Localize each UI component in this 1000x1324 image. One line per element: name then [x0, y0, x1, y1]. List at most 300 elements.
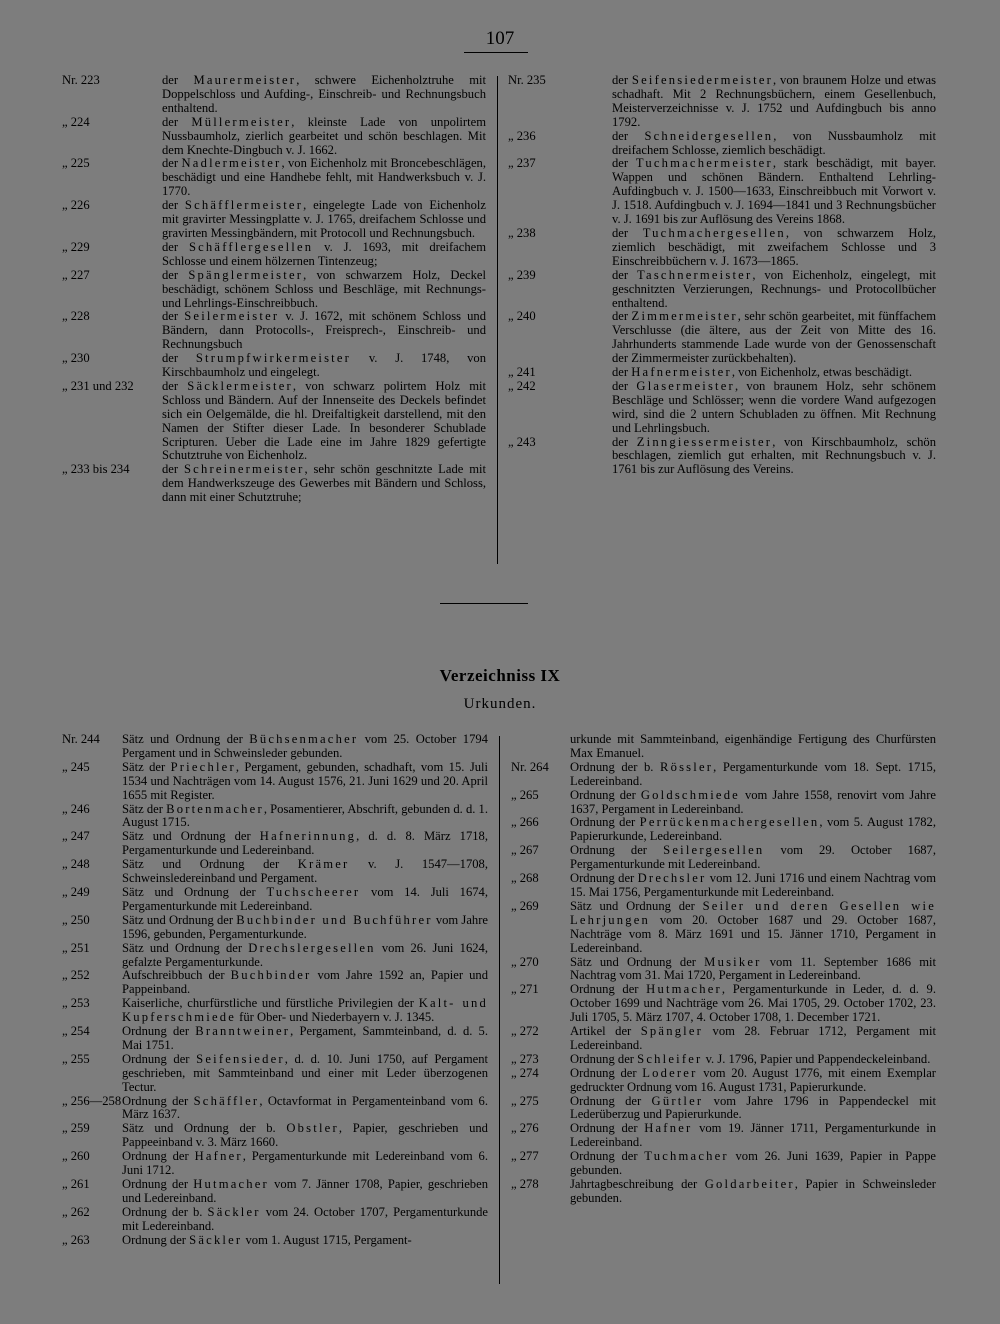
entry-text [570, 983, 936, 1025]
entry-item [62, 1150, 488, 1178]
entry-text [122, 1178, 488, 1206]
guild-name: Krämer [297, 857, 350, 872]
entry-text-part: Jahrtagbeschreibung der [570, 1177, 705, 1191]
entry-item [62, 199, 486, 241]
entry-text-part: , Pergamenturkunde mit Ledereinband vom 6. Juni 1712. [122, 1149, 488, 1178]
entry-text-part: der [612, 156, 636, 171]
entry-text-part: Ordnung der [570, 787, 641, 802]
entry-text-part: , stark beschädigt, mit bayer. Wappen und schönen Bändern. Enthaltend Lehrling-Aufdingbuch v. J. 1500—1633, Einschreibbuch mit Vorwort v. J. 1518. Aufdingbuch v. J. 1694—1841 und 3 Rechnungsbücher v. J. 1691 bis zur Auflösung des Vereins 1868. [612, 156, 936, 227]
entry-item [511, 844, 936, 872]
entry-text [612, 130, 936, 158]
entry-item [511, 816, 936, 844]
entry-item [508, 269, 936, 311]
entry-text-part: , von Eichenholz, eingelegt, mit geschnitzten Verzierungen, Rechnungs- und Protocollbücher enthaltend. [612, 267, 936, 310]
entry-text-part: Aufschreibbuch der [122, 968, 231, 983]
guild-name: Drechsler [637, 871, 707, 886]
entry-text-part: Sätz und Ordnung der [122, 732, 250, 746]
entry-number: „ 268 [511, 871, 539, 886]
entry-text-part: , von schwarzem Holz, Deckel beschädigt, schönem Schloss und Beschläge, mit Rechnungs- und Lehrlings-Einschreibbuch. [162, 267, 487, 310]
entry-text-part: , von Eichenholz mit Broncebeschlägen, beschädigt und eine Handhebe fehlt, mit Handwerksbuch v. J. 1770. [162, 156, 486, 199]
entry-number: „ 259 [62, 1121, 90, 1136]
guild-name: Säckler [189, 1232, 243, 1247]
entry-text-part: v. J. 1693, mit dreifachem Schlosse und einem hölzernen Tintenzeug; [162, 239, 486, 268]
entry-text [570, 1095, 936, 1123]
guild-name: Tuchscheerer [266, 884, 361, 899]
entry-text-part: , d. d. 10. Juni 1750, auf Pergament geschrieben, mit Sammteinband und einer mit Leder überzogenen Tectur. [122, 1051, 489, 1094]
guild-name: Goldschmiede [640, 787, 740, 802]
guild-name: Rössler [659, 759, 714, 774]
entry-text-part: vom 14. Juli 1674, Pergamenturkunde mit Ledereinband. [122, 884, 488, 913]
guild-name: Seifensieder [196, 1051, 285, 1066]
entry-text [122, 1206, 488, 1234]
entry-item [511, 761, 936, 789]
entry-text-part: , Posamentierer, Abschrift, gebunden d. d. 1. August 1715. [122, 801, 488, 830]
entry-number: Nr. 264 [511, 759, 549, 774]
entry-text-part: Sätz und Ordnung der [122, 857, 298, 872]
entry-text [162, 199, 486, 241]
entry-number: „ 273 [511, 1051, 539, 1066]
entry-text-part: vom 29. October 1687, Pergamenturkunde mit Ledereinband. [570, 843, 936, 872]
guild-name: Schreinermeister [183, 462, 305, 477]
entry-number: „ 238 [508, 225, 536, 240]
entry-number: „ 224 [62, 114, 90, 129]
entry-text-part: , Pergamenturkunde in Leder, d. d. 9. October 1699 und Nachträge vom 26. Mai 1705, 29. October 1702, 23. Juli 1705, 5. März 1707, 4. October 1708, 1. December 1721. [570, 982, 936, 1025]
entry-text-part: der [612, 267, 638, 282]
entry-number: „ 225 [62, 156, 90, 171]
entry-text [162, 352, 486, 380]
entry-item [62, 830, 488, 858]
entry-text-part: Sätz und Ordnung der [122, 912, 237, 927]
guild-name: Schäffler [193, 1093, 260, 1108]
entry-text-part: der [162, 378, 188, 393]
entry-text [570, 789, 936, 817]
guild-name: Hutmacher [646, 982, 722, 997]
entry-item [62, 352, 486, 380]
entry-text-part: Sätz und Ordnung der [570, 954, 705, 969]
entry-text [122, 761, 488, 803]
entry-text [570, 1025, 936, 1053]
entry-number: „ 239 [508, 267, 536, 282]
entry-text-part: der [162, 309, 185, 324]
entry-item [508, 310, 936, 366]
entry-number: „ 276 [511, 1121, 539, 1136]
guild-name: Taschnermeister [637, 267, 753, 282]
entry-text-part: vom 26. Juni 1624, gefalzte Pergamenturkunde. [122, 940, 488, 969]
entry-number: „ 277 [511, 1149, 539, 1164]
guild-name: Spänglermeister [188, 267, 304, 282]
guild-name: Zimmermeister [631, 309, 738, 324]
entry-text-part: vom 19. Jänner 1711, Pergamenturkunde in Ledereinband. [570, 1121, 937, 1150]
entry-text [122, 733, 488, 761]
entry-number: „ 229 [62, 239, 90, 254]
entry-text-part: vom 24. October 1707, Pergamenturkunde mit Ledereinband. [122, 1204, 488, 1233]
entry-number: „ 274 [511, 1065, 539, 1080]
entry-text-part: Sätz und Ordnung der [570, 898, 703, 913]
entry-number: „ 255 [62, 1051, 90, 1066]
entry-text-part: v. J. 1672, mit schönem Schloss und Bändern, dann Protocolls-, Freisprech-, Einschreib- und Rechnungsbuch [162, 309, 486, 352]
entry-text-part: vom 28. Februar 1712, Pergament mit Ledereinband. [570, 1024, 936, 1052]
entry-item [508, 436, 936, 478]
entry-item [511, 1122, 936, 1150]
entry-text [122, 830, 488, 858]
guild-name: Maurermeister [193, 73, 297, 87]
entry-item [511, 1025, 936, 1053]
entry-number: „ 243 [508, 434, 536, 449]
guild-name: Drechslergesellen [248, 940, 376, 955]
guild-name: Priechler [170, 759, 236, 774]
entry-item [508, 380, 936, 436]
entry-text-part: Artikel der [570, 1024, 641, 1039]
entry-number: „ 245 [62, 759, 90, 774]
entry-text [162, 241, 486, 269]
entry-text-part: , von Kirschbaumholz, schön beschlagen, ziemlich gut erhalten, mit Rechnungsbuch v. J. 1761 bis zur Auflösung des Vereins. [612, 434, 936, 477]
entry-text-part: Ordnung der [570, 871, 638, 886]
entry-text-part: , Pergamenturkunde vom 18. Sept. 1715, Ledereinband. [570, 759, 936, 788]
entry-item [62, 463, 486, 505]
entry-text-part: Ordnung der [122, 1051, 197, 1066]
entry-text [162, 380, 486, 463]
entry-text-part: v. J. 1796, Papier und Pappendeckeleinband. [702, 1051, 931, 1066]
entry-text [570, 872, 936, 900]
entry-text-part: Sätz und Ordnung der b. [122, 1121, 287, 1136]
guild-name: Hafner [194, 1149, 243, 1164]
entry-text [122, 886, 488, 914]
entry-number: „ 253 [62, 996, 90, 1011]
top-right-column [508, 74, 936, 477]
entry-text-part: , von schwarz polirtem Holz mit Schloss und Bändern. Auf der Innenseite des Deckels befindet sich ein Oelgemälde, die hl. Dreifaltigkeit darstellend, mit den Namen der Stifter dieser Lade. In besonderer Schublade Scripturen. Ueber die Lade eine im Jahre 1829 gefertigte Schutztruhe von Eichenholz. [162, 378, 487, 463]
bottom-right-column [511, 733, 936, 1206]
entry-number: „ 266 [511, 815, 539, 830]
entry-text [122, 858, 488, 886]
entry-text-part: Ordnung der [122, 1149, 195, 1164]
guild-name: Säcklermeister [187, 378, 293, 393]
entry-number: „ 248 [62, 857, 90, 872]
entry-item [511, 1150, 936, 1178]
page-number: 107 [485, 28, 515, 49]
entry-text-part: , Papier in Schweinsleder gebunden. [570, 1177, 936, 1205]
column-rule-bottom [499, 736, 500, 1284]
guild-name: Schneidergesellen [644, 128, 774, 143]
entry-text [612, 436, 936, 478]
entry-item [62, 1234, 488, 1248]
entry-text [122, 969, 488, 997]
entry-text [612, 227, 936, 269]
entry-text [570, 956, 936, 984]
entry-text-part: , sehr schön gearbeitet, mit fünffachem Verschlusse (die ältere, aus der Zeit von Mitte des 16. Jahrhunderts stammende Lade wurde von der Genossenschaft der Zimmermeister zurückbehalten). [612, 309, 936, 366]
entry-text [570, 900, 936, 956]
entry-text-part: der [162, 198, 185, 213]
guild-name: Seiler und deren Gesellen wie Lehrjungen [570, 898, 936, 927]
entry-text-part: , von Nussbaumholz mit dreifachem Schlosse, ziemlich beschädigt. [612, 128, 936, 157]
entry-text-part: der [162, 73, 194, 87]
entry-text-part: , von Eichenholz, etwas beschädigt. [731, 365, 912, 380]
guild-name: Hafner [644, 1121, 693, 1136]
entry-number: „ 227 [62, 267, 90, 282]
entry-text [122, 803, 488, 831]
entry-text [612, 157, 936, 227]
entry-text-part: der [612, 128, 645, 143]
entry-text [570, 844, 936, 872]
entry-text [162, 269, 486, 311]
entry-number: „ 262 [62, 1204, 90, 1219]
entry-text [570, 1178, 936, 1206]
guild-name: Seilermeister [184, 309, 280, 324]
entry-text [162, 463, 486, 505]
entry-number: „ 254 [62, 1024, 90, 1039]
entry-number: „ 241 [508, 365, 536, 380]
entry-text-part: Sätz und Ordnung der [122, 940, 249, 955]
entry-text [570, 1067, 936, 1095]
entry-text [162, 310, 486, 352]
entry-text-part: Ordnung der [570, 1051, 638, 1066]
guild-name: Kalt- und Kupferschmiede [122, 996, 488, 1025]
entry-text [612, 74, 936, 130]
entry-number: Nr. 235 [508, 73, 546, 87]
entry-text [612, 366, 936, 380]
entry-text-part: , Pergament, Sammteinband, d. d. 5. Mai 1751. [122, 1024, 489, 1052]
entry-text-part: , schwere Eichenholztruhe mit Doppelschloss und Aufding-, Einschreib- und Rechnungsbuch enthaltend. [162, 73, 486, 115]
entry-item [508, 74, 936, 130]
entry-item [62, 269, 486, 311]
entry-text-part: Sätz und Ordnung der [122, 829, 260, 844]
entry-number: „ 263 [62, 1232, 90, 1247]
entry-item [62, 1206, 488, 1234]
entry-item [62, 803, 488, 831]
entry-item [62, 310, 486, 352]
entry-number: „ 226 [62, 198, 90, 213]
entry-item [511, 1053, 936, 1067]
entry-text [122, 1025, 488, 1053]
entry-number: „ 242 [508, 378, 536, 393]
entry-number: „ 267 [511, 843, 539, 858]
entry-item [62, 1122, 488, 1150]
entry-text-part: vom 26. Juni 1639, Papier in Pappe gebunden. [570, 1149, 937, 1178]
entry-text-part: , d. d. 8. März 1718, Pergamenturkunde und Ledereinband. [122, 829, 488, 858]
entry-item [62, 116, 486, 158]
entry-text-part: , eingelegte Lade von Eichenholz mit gravirter Messingplatte v. J. 1765, dreifachem Schlosse und gravirten Messingbändern, mit Protocoll und Rechnungsbuch. [162, 198, 486, 240]
entry-text-part: , von schwarzem Holz, ziemlich beschädigt, mit zweifachem Schlosse und 3 Einschreibbüchern v. J. 1673—1865. [612, 225, 936, 268]
entry-number: „ 249 [62, 884, 90, 899]
separator-rule [440, 603, 528, 604]
entry-text-part: der [162, 267, 189, 282]
entry-number: „ 230 [62, 351, 90, 366]
guild-name: Tuchmacher [644, 1149, 729, 1164]
entry-item [511, 789, 936, 817]
entry-text-part: der [162, 239, 189, 254]
guild-name: Buchbinder [230, 968, 312, 983]
guild-name: Seifensiedermeister [631, 73, 774, 87]
entry-text [122, 997, 488, 1025]
entry-text-part: vom 20. August 1776, mit einem Exemplar gedruckter Ordnung vom 16. August 1731, Papierurkunde. [570, 1065, 936, 1094]
guild-name: Seilergesellen [663, 843, 765, 858]
entry-text-part: vom 7. Jänner 1708, Papier, geschrieben und Ledereinband. [122, 1177, 488, 1205]
entry-number: Nr. 244 [62, 732, 100, 746]
entry-text [612, 269, 936, 311]
entry-item [62, 997, 488, 1025]
guild-name: Glasermeister [636, 378, 735, 393]
entry-text-part: v. J. 1547—1708, Schweinsledereinband und Pergament. [122, 857, 488, 886]
entry-text-part: der [162, 114, 192, 129]
entry-number: „ 275 [511, 1093, 539, 1108]
entry-text-part: Ordnung der [122, 1093, 194, 1108]
bottom-left-column [62, 733, 488, 1248]
entry-text-part: der [612, 378, 637, 393]
entry-text-part: der [612, 225, 643, 240]
entry-text-part: Ordnung der [122, 1177, 194, 1191]
guild-name: Perrückenmachergesellen [639, 815, 820, 830]
entry-number: „ 247 [62, 829, 90, 844]
guild-name: Zinngiessermeister [636, 434, 773, 449]
entry-text-part: Ordnung der b. [570, 759, 660, 774]
entry-text-part: Ordnung der [570, 1065, 643, 1080]
entry-text-part: , Pergament, gebunden, schadhaft, vom 15. Juli 1534 und Nachträgen vom 14. August 1576, 21. Juni 1629 und 20. April 1655 mit Register. [122, 759, 489, 802]
entry-text [122, 1122, 488, 1150]
entry-text-part: der [612, 73, 632, 87]
entry-number: „ 231 und 232 [62, 378, 134, 393]
guild-name: Büchsenmacher [249, 732, 359, 746]
continuation-text: urkunde mit Sammteinband, eigenhändige Fertigung des Churfürsten Max Emanuel. [570, 732, 936, 760]
entry-item [62, 733, 488, 761]
entry-item [511, 956, 936, 984]
entry-text-part: Sätz und Ordnung der [122, 884, 267, 899]
guild-name: Schäfflermeister [184, 198, 304, 213]
guild-name: Schäfflergesellen [188, 239, 314, 254]
entry-text-part: vom Jahre 1558, renovirt vom Jahre 1637, Pergament in Ledereinband. [570, 787, 937, 816]
entry-text [612, 310, 936, 366]
entry-item [511, 900, 936, 956]
entry-text [122, 942, 488, 970]
entry-text-part: Ordnung der [570, 1149, 645, 1164]
entry-text-part: Kaiserliche, churfürstliche und fürstliche Privilegien der [122, 996, 419, 1011]
guild-name: Loderer [642, 1065, 698, 1080]
entry-text-part: Ordnung der [122, 1024, 196, 1039]
guild-name: Obstler [286, 1121, 339, 1136]
entry-item [62, 74, 486, 116]
entry-item [508, 227, 936, 269]
entry-item [508, 157, 936, 227]
entry-text-part: für Ober- und Niederbayern v. J. 1345. [236, 1010, 435, 1025]
guild-name: Strumpfwirkermeister [195, 351, 352, 366]
entry-text-part: Ordnung der [570, 843, 664, 858]
entry-item [62, 761, 488, 803]
entry-text-part: der [612, 365, 632, 380]
entry-number: „ 272 [511, 1024, 539, 1039]
guild-name: Säckler [207, 1204, 261, 1219]
entry-text [162, 116, 486, 158]
entry-text-part: vom 11. September 1686 mit Nachtrag vom 31. Mai 1720, Pergament in Ledereinband. [570, 954, 936, 983]
entry-number: „ 236 [508, 128, 536, 143]
entry-text [122, 1234, 488, 1248]
entry-text-part: Ordnung der [570, 815, 640, 830]
entry-item [62, 914, 488, 942]
entry-text [162, 74, 486, 116]
entry-text-part: vom 12. Juni 1716 und einem Nachtrag vom 15. Mai 1756, Pergamenturkunde mit Ledereinband. [570, 871, 937, 899]
entry-number: „ 271 [511, 982, 539, 997]
guild-name: Tuchmachergesellen [642, 225, 786, 240]
entry-item [511, 983, 936, 1025]
entry-text [570, 1053, 936, 1067]
entry-item [62, 380, 486, 463]
entry-text-part: Ordnung der [122, 1232, 190, 1247]
page-number-rule [464, 52, 528, 53]
entry-text-part: , Octavformat in Pergamenteinband vom 6. März 1637. [122, 1093, 489, 1122]
guild-name: Buchbinder und Buchführer [236, 912, 433, 927]
guild-name: Spängler [640, 1024, 704, 1039]
entry-number: „ 233 bis 234 [62, 462, 130, 477]
entry-number: „ 246 [62, 801, 90, 816]
entry-item [511, 1178, 936, 1206]
entry-item [62, 157, 486, 199]
entry-text-part: der [612, 434, 637, 449]
entry-text [570, 761, 936, 789]
entry-text-part: vom 1. August 1715, Pergament- [242, 1232, 412, 1247]
entry-item [511, 1095, 936, 1123]
guild-name: Musiker [704, 954, 762, 969]
entry-item [508, 366, 936, 380]
entry-text-part: der [162, 156, 182, 171]
entry-text-part: v. J. 1748, von Kirschbaumholz und eingelegt. [162, 351, 486, 380]
entry-text [122, 1150, 488, 1178]
entry-number: „ 261 [62, 1177, 90, 1191]
entry-item [508, 130, 936, 158]
entry-text-part: , vom 5. August 1782, Papierurkunde, Ledereinband. [570, 815, 936, 844]
entry-number: „ 252 [62, 968, 90, 983]
guild-name: Tuchmachermeister [635, 156, 773, 171]
entry-item [511, 1067, 936, 1095]
section-subtitle: Urkunden. [463, 696, 537, 712]
entry-number: „ 269 [511, 898, 539, 913]
entry-text-part: der [162, 462, 184, 477]
entry-text-part: vom 20. October 1687 und 29. October 1687, Nachträge vom 8. März 1691 und 15. Jänner 1710, Pergament in Ledereinband. [570, 912, 936, 955]
entry-text [612, 380, 936, 436]
entry-number: „ 260 [62, 1149, 90, 1164]
entry-text [122, 914, 488, 942]
entry-text [122, 1053, 488, 1095]
entry-text-part: vom Jahre 1796 in Pappendeckel mit Lederüberzug und Papierurkunde. [570, 1093, 936, 1122]
entry-item [62, 1095, 488, 1123]
entry-number: „ 250 [62, 912, 90, 927]
entry-text [570, 1150, 936, 1178]
entry-number: „ 237 [508, 156, 536, 171]
entry-text-part: vom Jahre 1592 an, Papier und Pappeinband. [122, 968, 489, 997]
entry-text [162, 157, 486, 199]
guild-name: Hafnerinnung [259, 829, 357, 844]
section-title: Verzeichniss IX [439, 666, 561, 685]
entry-item [62, 886, 488, 914]
guild-name: Nadlermeister [181, 156, 282, 171]
guild-name: Müllermeister [191, 114, 292, 129]
guild-name: Hutmacher [193, 1177, 269, 1191]
entry-text-part: , sehr schön geschnitzte Lade mit dem Handwerkszeuge des Gewerbes mit Bändern und Schloss, dann mit einer Schutztruhe; [162, 462, 486, 505]
entry-item [62, 942, 488, 970]
entry-number: „ 240 [508, 309, 536, 324]
entry-text-part: der [612, 309, 632, 324]
guild-name: Schleifer [637, 1051, 703, 1066]
entry-text-part: Ordnung der [570, 982, 647, 997]
entry-text-part: , von braunem Holz, sehr schönem Beschläge und Schlösser; wenn die vordere Wand aufgezogen wird, sind die 2 untern Schubladen zu öffnen. Mit Rechnung und Lehrlingsbuch. [612, 378, 937, 435]
entry-text-part: , kleinste Lade von unpolirtem Nussbaumholz, zierlich gearbeitet und schön beschlagen. Mit dem Knechte-Dingbuch v. J. 1662. [162, 114, 486, 157]
entry-item [62, 1025, 488, 1053]
entry-number: „ 228 [62, 309, 90, 324]
guild-name: Bortenmacher [166, 801, 264, 816]
column-rule-top [497, 76, 498, 564]
entry-number: „ 265 [511, 787, 539, 802]
entry-text-part: Ordnung der b. [122, 1204, 208, 1219]
entry-text [570, 816, 936, 844]
entry-text-part: vom 25. October 1794 Pergament und in Schweinsleder gebunden. [122, 732, 488, 760]
top-left-column [62, 74, 486, 505]
entry-text [570, 1122, 936, 1150]
